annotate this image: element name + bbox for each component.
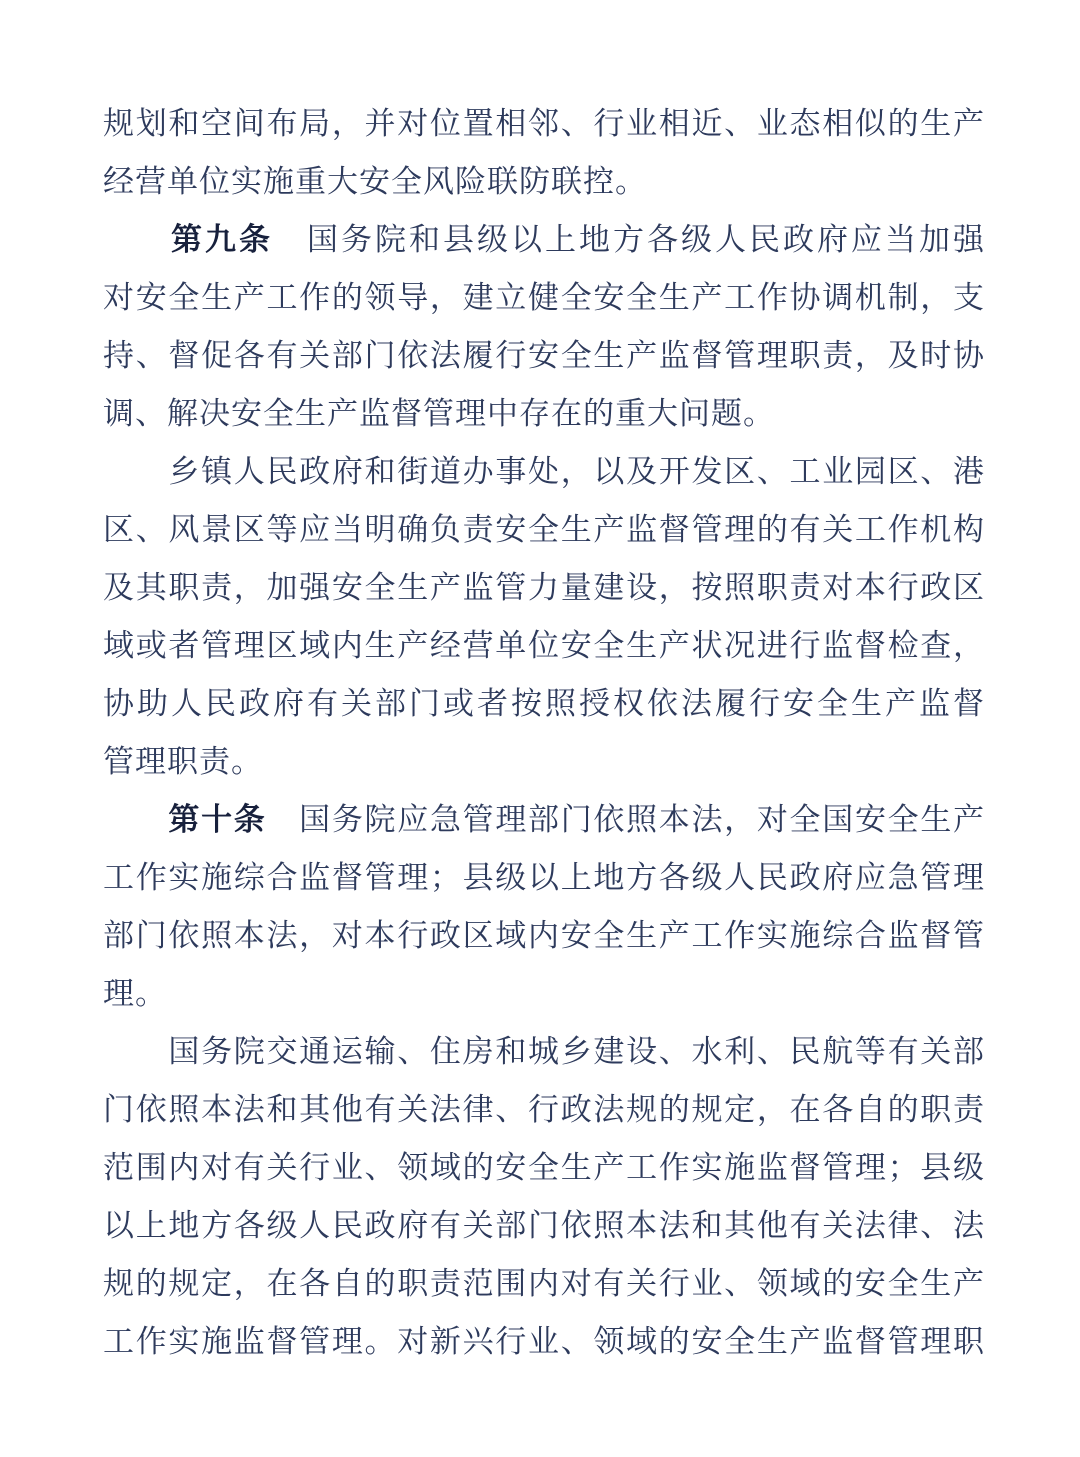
article-number: 第十条 [168, 802, 267, 837]
text-line: 持、督促各有关部门依法履行安全生产监督管理职责，及时协 [103, 338, 985, 373]
text-line: 区、风景区等应当明确负责安全生产监督管理的有关工作机构 [103, 512, 985, 547]
text-line: 理。 [103, 976, 167, 1011]
text-line: 管理职责。 [103, 744, 263, 779]
text-line: 规划和空间布局，并对位置相邻、行业相近、业态相似的生产 [103, 106, 985, 141]
text-line: 部门依照本法，对本行政区域内安全生产工作实施综合监督管 [103, 918, 985, 953]
text-line: 工作实施综合监督管理；县级以上地方各级人民政府应急管理 [103, 860, 985, 895]
text-line: 范围内对有关行业、领域的安全生产工作实施监督管理；县级 [103, 1150, 985, 1185]
text-line: 以上地方各级人民政府有关部门依照本法和其他有关法律、法 [103, 1208, 985, 1243]
text-line: 及其职责，加强安全生产监管力量建设，按照职责对本行政区 [103, 570, 985, 605]
text-line: 对安全生产工作的领导，建立健全安全生产工作协调机制，支 [103, 280, 985, 315]
text-line: 门依照本法和其他有关法律、行政法规的规定，在各自的职责 [103, 1092, 985, 1127]
text-line: 经营单位实施重大安全风险联防联控。 [103, 164, 647, 199]
text-line: 调、解决安全生产监督管理中存在的重大问题。 [103, 396, 775, 431]
text-line: 乡镇人民政府和街道办事处，以及开发区、工业园区、港 [168, 454, 985, 489]
text-line: 规的规定，在各自的职责范围内对有关行业、领域的安全生产 [103, 1266, 985, 1301]
document-lines [103, 95, 985, 1371]
article-number: 第九条 [171, 222, 273, 257]
text-line: 域或者管理区域内生产经营单位安全生产状况进行监督检查， [103, 628, 985, 663]
text-line: 第十条 国务院应急管理部门依照本法，对全国安全生产 [168, 802, 985, 837]
text-line: 第九条 国务院和县级以上地方各级人民政府应当加强 [171, 222, 985, 257]
text-line: 工作实施监督管理。对新兴行业、领域的安全生产监督管理职 [103, 1324, 985, 1359]
text-line: 协助人民政府有关部门或者按照授权依法履行安全生产监督 [103, 686, 985, 721]
text-line: 国务院交通运输、住房和城乡建设、水利、民航等有关部 [168, 1034, 985, 1069]
